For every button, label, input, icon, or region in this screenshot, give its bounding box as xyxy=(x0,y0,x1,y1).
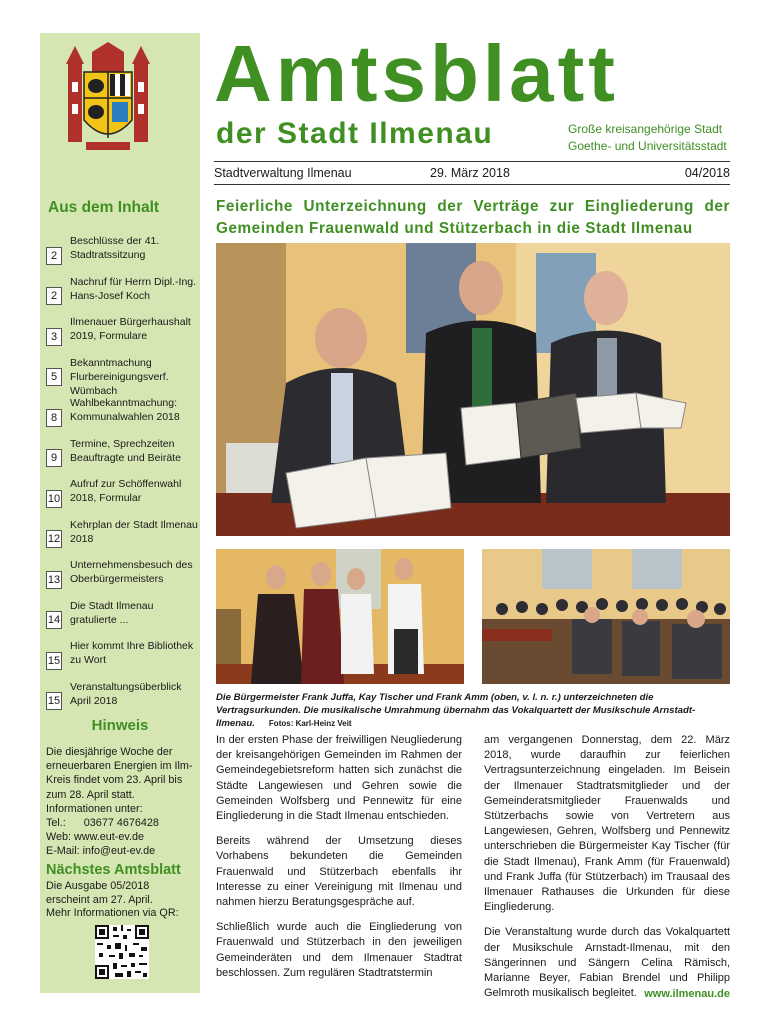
photo-caption xyxy=(216,691,730,730)
website-link[interactable]: www.ilmenau.de xyxy=(644,988,730,1000)
toc-entry-text: Kehrplan der Stadt Ilmenau 2018 xyxy=(70,518,198,545)
toc-page-number: 15 xyxy=(46,692,62,710)
article-column-left xyxy=(216,733,462,991)
article-paragraph: am vergangenen Donnerstag, dem 22. März 2018, wurde daraufhin zur feierlichen Vertragsunterzeichnung eingeladen. Im Beisein der Ilmenauer Stadtratsmitglieder und der Gemeinderatsmitglieder Frauenwalds und Stützerbachs sowie von Vertretern aus Langewiesen, Gehren, Wolfsberg und Pennewitz unterschrieben die Bürgermeister Kay Tischer (für die Stadt Ilmenau), Frank Amm (für Frauenwald) und Frank Juffa (für Stützerbach) im Trausaal des Ilmenauer Rathauses die Urkunden für diese Eingliederung. xyxy=(484,734,730,914)
hinweis-info: Informationen unter: xyxy=(46,802,143,815)
masthead-subtitle: der Stadt Ilmenau xyxy=(216,117,494,150)
article-paragraph: Schließlich wurde auch die Eingliederung von Frauenwald und Stützerbach in den jeweiligen Gemeinderäten und dem Ilmenauer Stadtrat beschlossen. Zum regulären Stadtratstermin xyxy=(216,921,462,979)
next-issue-info xyxy=(46,880,198,921)
toc-entry-text: Veranstaltungsüberblick April 2018 xyxy=(70,680,182,707)
masthead-tagline xyxy=(568,121,727,155)
hinweis-email-link[interactable]: E-Mail: info@eut-ev.de xyxy=(46,845,156,858)
toc-item[interactable] xyxy=(46,315,196,356)
toc-page-number: 2 xyxy=(46,287,62,305)
article-paragraph: Die Veranstaltung wurde durch das Vokalquartett der Musikschule Arnstadt-Ilmenau, mit den Sängerinnen und Sängern Celina Rämisch, Marianne Beyer, Fabian Brendel und Philipp Gelmroth musikalisch begleitet. xyxy=(484,926,730,1000)
next-issue-line: Mehr Informationen via QR: xyxy=(46,907,179,919)
article-paragraph: Bereits während der Umsetzung dieses Vorhabens bekundeten die Gemeinden Frauenwald und Stützerbach ebenfalls ihr Interesse zu einer Vereinigung mit Ilmenau und nahmen hierzu Beratungsgespräche auf. xyxy=(216,835,462,909)
photo-credit: Fotos: Karl-Heinz Veit xyxy=(268,719,352,728)
toc-entry-text: Die Stadt Ilmenau gratulierte ... xyxy=(70,599,154,626)
toc-item[interactable] xyxy=(46,356,196,397)
toc-entry-text: Bekanntmachung Flurbereinigungsverf. Wümbach xyxy=(70,356,169,397)
issue-info-bar xyxy=(214,161,730,185)
toc-page-number: 12 xyxy=(46,530,62,548)
toc-heading: Aus dem Inhalt xyxy=(48,199,160,216)
city-coat-of-arms-logo xyxy=(62,42,154,152)
toc-entry-text: Aufruf zur Schöffenwahl 2018, Formular xyxy=(70,478,182,504)
toc-item[interactable] xyxy=(46,518,196,559)
toc-page-number: 13 xyxy=(46,571,62,589)
toc-entry-text: Hier kommt Ihre Bibliothek zu Wort xyxy=(70,640,194,666)
toc-page-number: 5 xyxy=(46,368,62,386)
masthead-title: Amtsblatt xyxy=(214,29,619,118)
hinweis-text: Die diesjährige Woche der erneuerbaren Energien im Ilm-Kreis findet vom 23. April bis zum 28. April statt. xyxy=(46,746,193,801)
toc-item[interactable] xyxy=(46,558,196,599)
tagline-line: Große kreisangehörige Stadt xyxy=(568,122,723,136)
toc-item[interactable] xyxy=(46,680,196,721)
hinweis-heading: Hinweis xyxy=(91,717,149,734)
hinweis-box xyxy=(46,745,198,859)
toc-entry-text: Ilmenauer Bürgerhaushalt 2019, Formulare xyxy=(70,316,191,342)
toc-item[interactable] xyxy=(46,599,196,640)
toc-page-number: 8 xyxy=(46,409,62,427)
issue-number: 04/2018 xyxy=(684,166,730,180)
toc-page-number: 15 xyxy=(46,652,62,670)
toc-item[interactable] xyxy=(46,477,196,518)
toc-entry-text: Nachruf für Herrn Dipl.-Ing. Hans-Josef Koch xyxy=(70,275,197,302)
toc-item[interactable] xyxy=(46,639,196,680)
toc-page-number: 2 xyxy=(46,247,62,265)
tagline-line: Goethe- und Universitätsstadt xyxy=(568,139,727,153)
hinweis-phone: Tel.: 03677 4676428 xyxy=(46,817,159,830)
article-paragraph: In der ersten Phase der freiwilligen Neugliederung der kreisangehörigen Gemeinden im Rahmen der Gemeindegebietsreform hatten sich zunächst die Städte Langewiesen und Gehren sowie die Gemeinden Wolfsberg und Pennewitz für eine Eingliederung in die Stadt Ilmenau entschieden. xyxy=(216,734,462,823)
article-column-right xyxy=(484,733,730,1011)
issue-date: 29. März 2018 xyxy=(430,166,510,180)
toc-item[interactable] xyxy=(46,234,196,275)
toc-page-number: 3 xyxy=(46,328,62,346)
caption-text: Die Bürgermeister Frank Juffa, Kay Tischer und Frank Amm (oben, v. l. n. r.) unterzeichneten die Vertragsurkunden. Die musikalische Umrahmung übernahm das Vokalquartett der Musikschule Arnstadt-Ilmenau. xyxy=(216,692,696,729)
vocal-quartet-photo xyxy=(216,549,464,684)
hinweis-web-link[interactable]: Web: www.eut-ev.de xyxy=(46,831,145,844)
toc-page-number: 10 xyxy=(46,490,62,508)
toc-item[interactable] xyxy=(46,437,196,478)
qr-code-icon[interactable] xyxy=(95,925,149,979)
next-issue-line: erscheint am 27. April. xyxy=(46,893,153,906)
publisher: Stadtverwaltung Ilmenau xyxy=(214,166,352,180)
toc-item[interactable] xyxy=(46,275,196,316)
signing-ceremony-photo xyxy=(216,243,730,536)
next-issue-heading: Nächstes Amtsblatt xyxy=(46,862,181,878)
article-headline: Feierliche Unterzeichnung der Verträge zur Eingliederung der Gemeinden Frauenwald und Stützerbach in die Stadt Ilmenau xyxy=(216,198,730,237)
toc-page-number: 9 xyxy=(46,449,62,467)
audience-photo xyxy=(482,549,730,684)
toc-item[interactable] xyxy=(46,396,196,437)
toc-page-number: 14 xyxy=(46,611,62,629)
toc-entry-text: Wahlbekanntmachung: Kommunalwahlen 2018 xyxy=(70,397,180,423)
toc-entry-text: Termine, Sprechzeiten Beauftragte und Beiräte xyxy=(70,437,181,464)
toc-entry-text: Beschlüsse der 41. Stadtratssitzung xyxy=(70,235,160,261)
table-of-contents xyxy=(46,234,196,720)
next-issue-line: Die Ausgabe 05/2018 xyxy=(46,880,150,892)
toc-entry-text: Unternehmensbesuch des Oberbürgermeisters xyxy=(70,559,193,585)
